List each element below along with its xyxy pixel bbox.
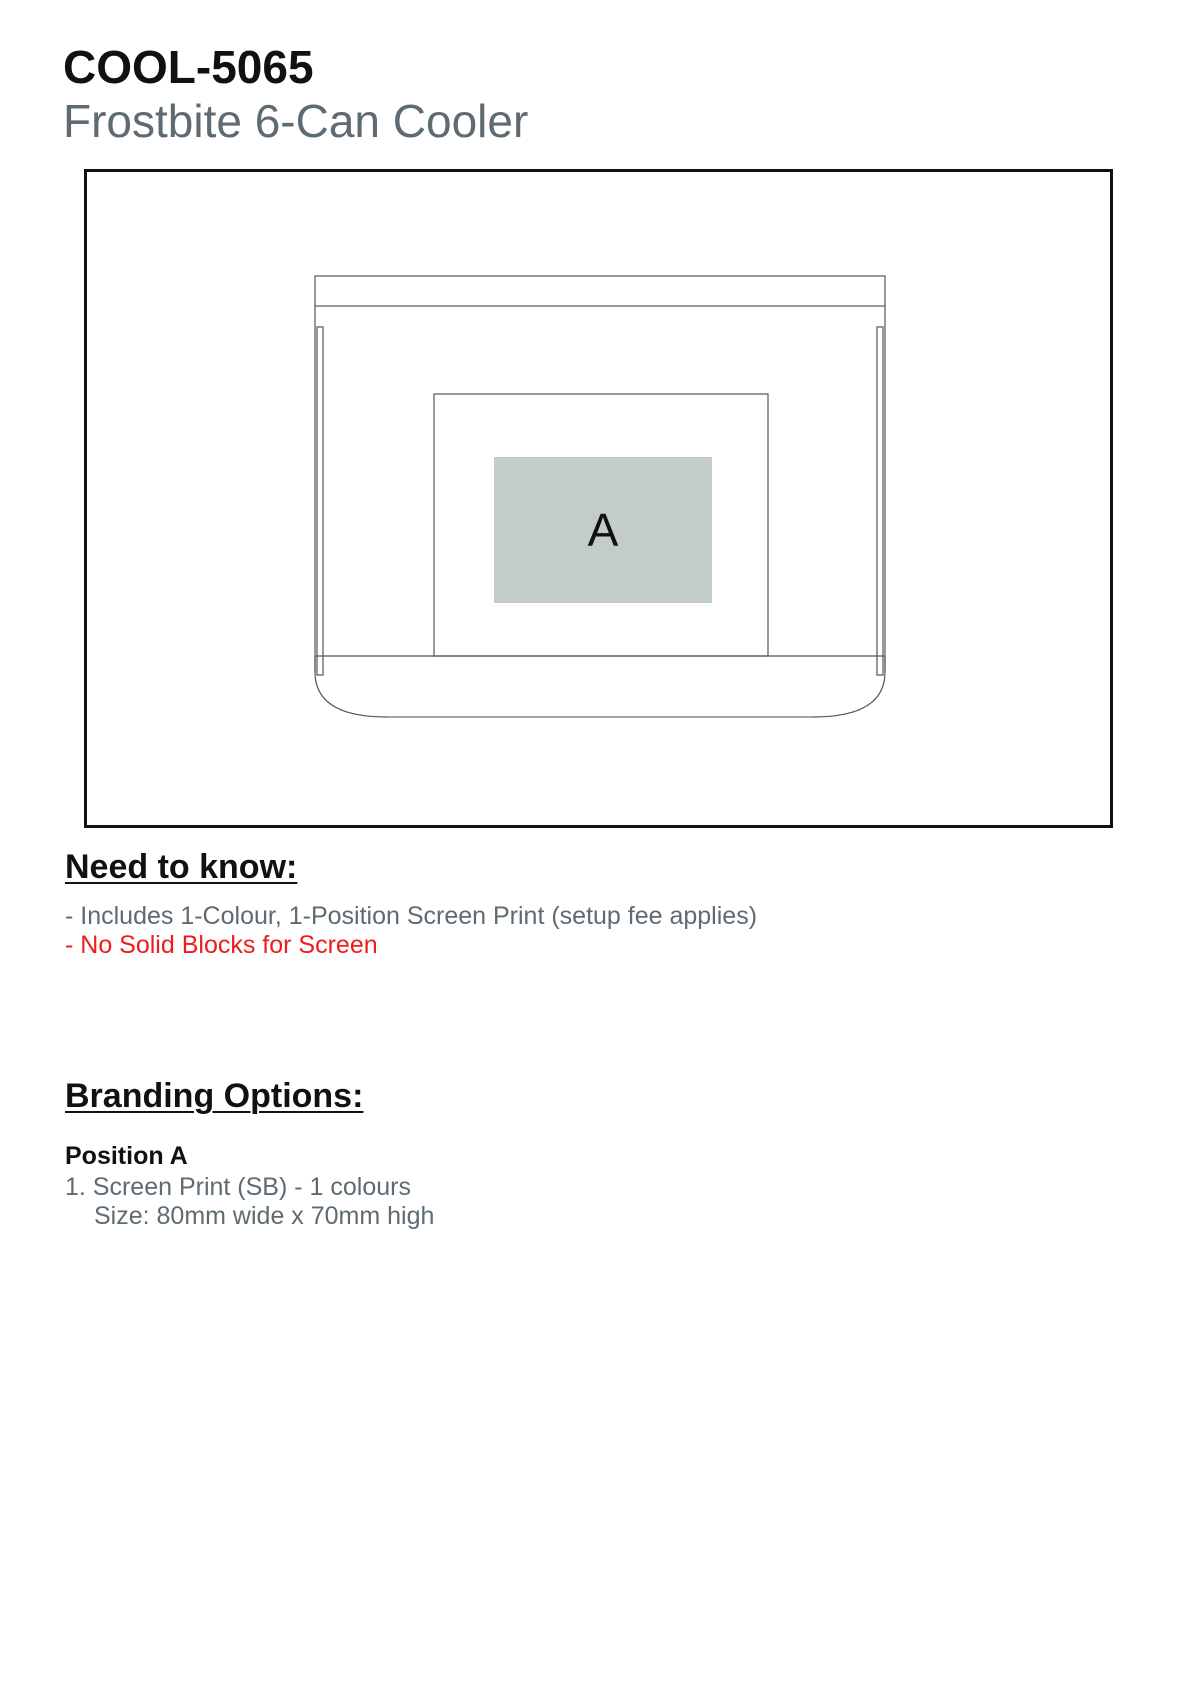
branding-options-heading: Branding Options: [65, 1077, 364, 1115]
left-side-strap [317, 327, 323, 675]
right-side-strap [877, 327, 883, 675]
position-a-title: Position A [65, 1142, 188, 1170]
product-diagram-frame [84, 169, 1113, 828]
note-no-solid-blocks: - No Solid Blocks for Screen [65, 931, 378, 959]
position-a-method: 1. Screen Print (SB) - 1 colours [65, 1173, 411, 1201]
cooler-base [315, 656, 885, 717]
product-name: Frostbite 6-Can Cooler [63, 95, 529, 147]
need-to-know-heading: Need to know: [65, 848, 298, 886]
product-code: COOL-5065 [63, 41, 314, 93]
position-a-size: Size: 80mm wide x 70mm high [94, 1202, 435, 1230]
print-area-a: A [494, 457, 712, 603]
cooler-lid [315, 276, 885, 306]
note-screen-print: - Includes 1-Colour, 1-Position Screen Print (setup fee applies) [65, 902, 758, 930]
